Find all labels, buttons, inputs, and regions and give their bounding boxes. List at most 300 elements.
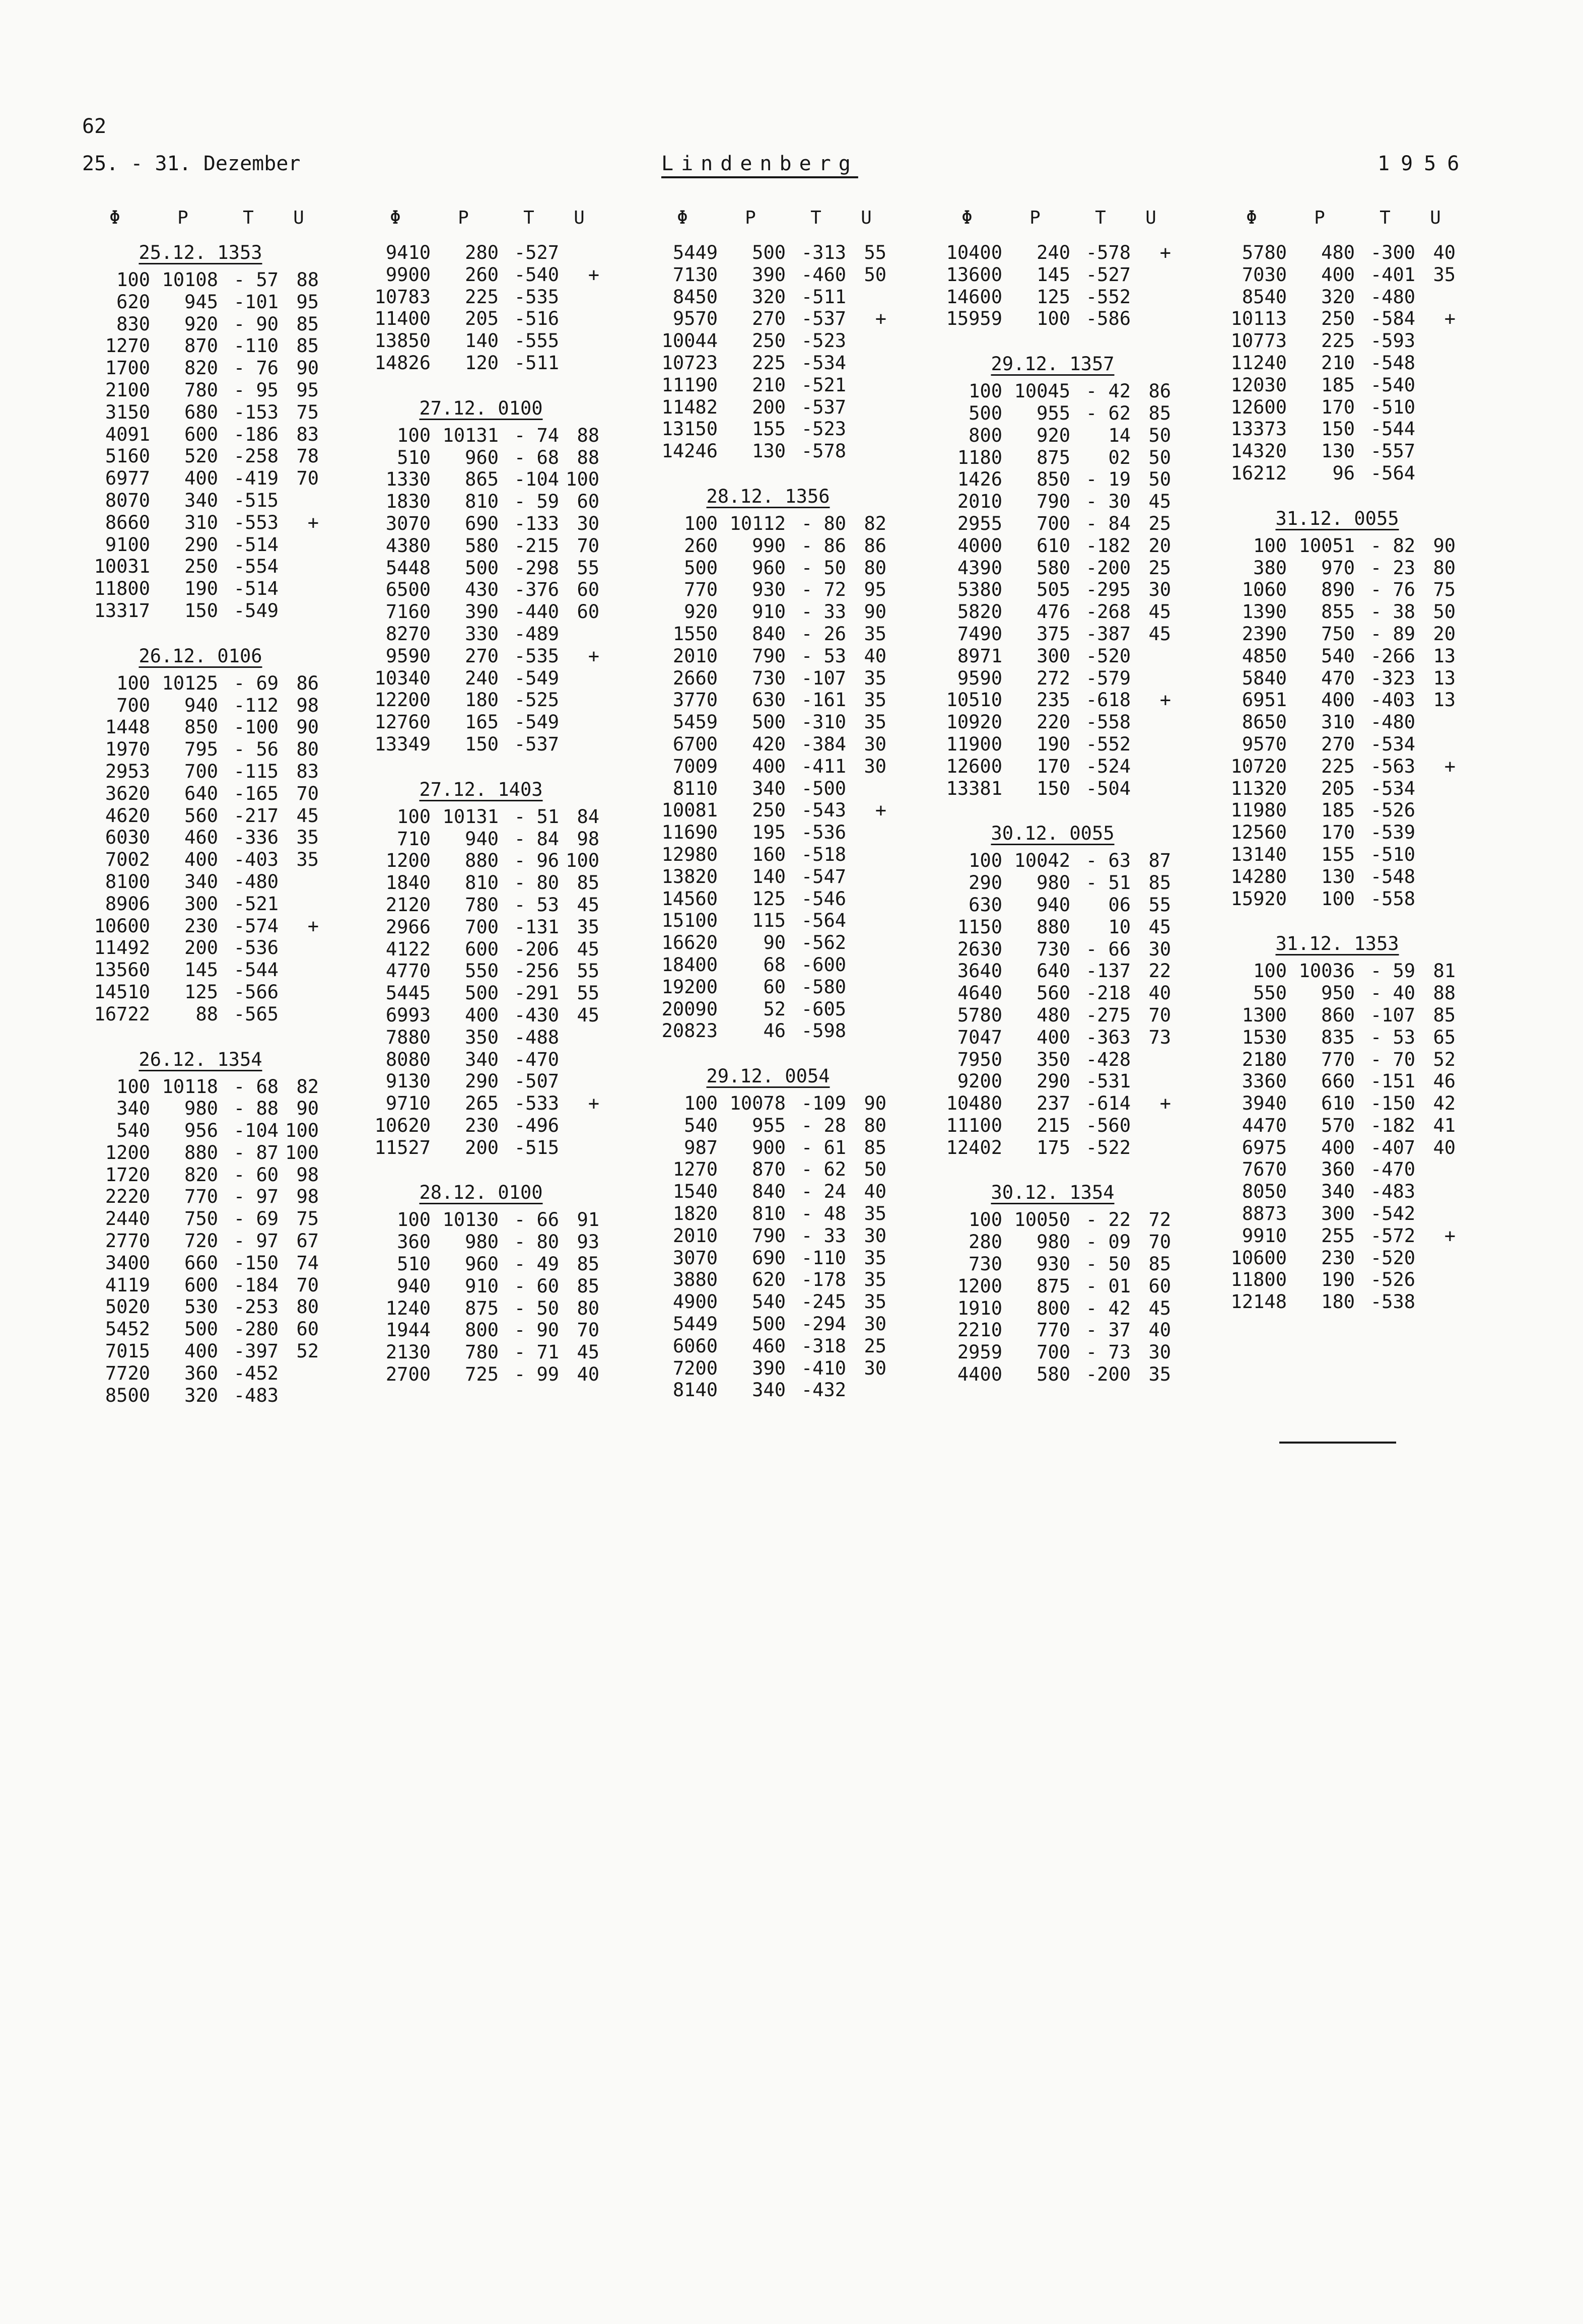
table-cell: 5449 [672, 242, 718, 263]
table-cell: 9570 [1242, 733, 1287, 755]
table-cell [1415, 778, 1456, 800]
table-cell: -600 [801, 953, 846, 976]
table-cell: -574 [233, 915, 279, 937]
table-cell: 90 [763, 932, 786, 954]
table-row [1219, 799, 1456, 822]
table-cell: 70 [1148, 1231, 1171, 1253]
table-cell: 10078 [729, 1092, 786, 1115]
table-cell [1131, 1115, 1171, 1137]
table-cell: 95 [296, 291, 319, 313]
table-cell [559, 308, 599, 330]
table-cell: 955 [1037, 402, 1070, 424]
table-cell: 75 [1433, 579, 1456, 601]
table-cell: 83 [296, 760, 319, 782]
sounding-title-text: 28.12. 0100 [419, 1182, 543, 1204]
table-cell: 2390 [1242, 623, 1287, 645]
table-row [82, 716, 319, 738]
table-cell [1131, 1070, 1171, 1092]
table-row [82, 1274, 319, 1296]
table-row [650, 756, 886, 778]
table-cell: 500 [969, 402, 1002, 424]
table-row [82, 1340, 319, 1362]
table-cell: 90 [864, 601, 886, 623]
table-cell: 190 [184, 578, 218, 600]
table-cell: 15920 [1230, 887, 1287, 910]
table-cell: -104 [514, 468, 559, 491]
table-cell: 1820 [672, 1203, 718, 1225]
table-cell: -510 [1370, 843, 1415, 865]
table-row [934, 1319, 1171, 1341]
table-cell: 205 [465, 308, 499, 330]
data-column [1219, 208, 1456, 1336]
table-cell: 2010 [957, 491, 1002, 513]
table-cell: 980 [184, 1098, 218, 1120]
table-cell: 20823 [661, 1020, 718, 1042]
table-cell: 42 [1433, 1092, 1456, 1115]
sounding-title-text: 28.12. 1356 [706, 485, 830, 507]
table-cell: - 19 [1085, 468, 1131, 491]
table-row [934, 425, 1171, 447]
table-cell: -516 [514, 308, 559, 330]
table-cell: 9910 [1242, 1224, 1287, 1247]
table-cell: 10920 [946, 711, 1002, 733]
table-cell: 100 [969, 380, 1002, 402]
table-row [363, 447, 599, 469]
table-cell: 290 [969, 872, 1002, 894]
table-cell: 550 [465, 960, 499, 982]
table-cell: 13373 [1230, 418, 1287, 440]
table-cell: 310 [184, 511, 218, 533]
table-cell: 4620 [105, 804, 150, 827]
table-cell: -184 [233, 1274, 279, 1296]
table-cell: 14280 [1230, 865, 1287, 887]
table-row [650, 579, 886, 601]
table-row [1219, 1004, 1456, 1027]
table-cell: 83 [296, 423, 319, 445]
table-cell: 237 [1037, 1092, 1070, 1115]
table-row [82, 915, 319, 937]
table-cell: - 89 [1370, 623, 1415, 645]
table-cell: - 99 [514, 1363, 559, 1386]
table-cell: -537 [801, 308, 846, 330]
table-cell: 90 [296, 1098, 319, 1120]
table-cell: 855 [1321, 601, 1355, 623]
table-cell: 600 [184, 1274, 218, 1296]
sounding-block [82, 242, 319, 622]
table-cell: 170 [1037, 755, 1070, 777]
table-cell: 88 [1433, 982, 1456, 1004]
table-cell: 8100 [105, 870, 150, 893]
table-cell: 630 [752, 689, 786, 711]
table-cell: 50 [1148, 446, 1171, 468]
table-cell: 100 [397, 1209, 431, 1231]
table-cell: 875 [465, 1297, 499, 1319]
table-cell: 12600 [946, 755, 1002, 777]
table-cell: 300 [1037, 645, 1070, 667]
table-row [363, 1253, 599, 1275]
table-cell: - 51 [514, 805, 559, 828]
table-cell: 35 [296, 827, 319, 849]
table-row [363, 1363, 599, 1386]
table-cell: 74 [296, 1252, 319, 1274]
table-cell: 6060 [672, 1335, 718, 1357]
table-cell: 80 [864, 1114, 886, 1136]
table-cell: 1200 [957, 1275, 1002, 1297]
table-row [363, 286, 599, 308]
table-cell: -514 [233, 578, 279, 600]
table-row [650, 711, 886, 733]
table-cell: 430 [465, 579, 499, 601]
table-cell: - 57 [233, 269, 279, 291]
table-cell: 720 [184, 1230, 218, 1252]
table-cell: -552 [1085, 286, 1131, 308]
table-cell [1415, 866, 1456, 888]
table-row [934, 468, 1171, 491]
table-cell [846, 976, 886, 998]
table-row [934, 894, 1171, 916]
table-cell: 72 [1148, 1209, 1171, 1231]
table-cell: 500 [752, 242, 786, 263]
table-cell: 100 [285, 1141, 319, 1164]
table-row [1219, 960, 1456, 982]
table-cell: 7490 [957, 623, 1002, 645]
table-row [934, 264, 1171, 286]
table-cell: 2959 [957, 1341, 1002, 1363]
table-cell [1415, 844, 1456, 866]
table-cell: 1550 [672, 623, 718, 645]
table-row [1219, 286, 1456, 308]
table-cell: 320 [184, 1384, 218, 1406]
table-cell: -165 [233, 782, 279, 804]
table-cell: 910 [752, 601, 786, 623]
table-cell: 100 [969, 1209, 1002, 1231]
table-cell: 340 [184, 489, 218, 511]
table-cell: 8050 [1242, 1181, 1287, 1203]
table-cell: 55 [1148, 894, 1171, 916]
table-cell: 530 [184, 1296, 218, 1318]
table-row [363, 513, 599, 535]
table-cell: 3640 [957, 960, 1002, 982]
table-cell: 5380 [957, 579, 1002, 601]
table-cell: 987 [684, 1136, 718, 1158]
table-cell: 45 [1148, 623, 1171, 645]
table-cell: 12030 [1230, 374, 1287, 396]
table-cell: 16722 [94, 1003, 150, 1025]
table-row [82, 1076, 319, 1098]
table-cell: 170 [1321, 396, 1355, 418]
table-cell: -110 [233, 335, 279, 357]
table-cell [846, 932, 886, 954]
table-cell: 480 [1037, 1004, 1070, 1026]
table-cell: 2180 [1242, 1048, 1287, 1070]
table-row [363, 579, 599, 601]
table-cell: - 50 [514, 1297, 559, 1319]
table-cell [279, 1385, 319, 1407]
table-cell: 60 [577, 579, 599, 601]
table-cell: 170 [1321, 822, 1355, 844]
table-cell: - 51 [1085, 872, 1131, 894]
table-cell: 360 [397, 1231, 431, 1253]
table-cell: 100 [684, 1092, 718, 1115]
table-row [1219, 1247, 1456, 1269]
table-row [363, 689, 599, 711]
table-row [1219, 822, 1456, 844]
table-cell: 690 [752, 1247, 786, 1269]
table-cell: -534 [1370, 733, 1415, 755]
table-cell: 500 [465, 982, 499, 1004]
table-cell: 730 [1037, 938, 1070, 960]
table-cell: 510 [397, 446, 431, 468]
table-cell: 250 [752, 799, 786, 822]
table-cell: 875 [1037, 446, 1070, 468]
table-cell: 25 [1148, 512, 1171, 534]
table-row [1219, 1203, 1456, 1225]
column-header-cell: P [177, 208, 188, 228]
table-cell: 320 [752, 286, 786, 308]
table-cell: 700 [184, 760, 218, 782]
table-cell: - 53 [514, 894, 559, 916]
table-cell: 1540 [672, 1181, 718, 1203]
table-cell: 300 [184, 893, 218, 915]
table-row [1219, 242, 1456, 264]
table-cell: 225 [1321, 755, 1355, 777]
table-cell: 810 [752, 1203, 786, 1225]
table-cell: 750 [1321, 623, 1355, 645]
table-cell: -533 [514, 1092, 559, 1115]
table-cell: 8540 [1242, 286, 1287, 308]
table-cell: 100 [1037, 308, 1070, 330]
table-cell: + [307, 915, 319, 937]
table-cell: + [588, 645, 599, 667]
table-cell: 11800 [1230, 1269, 1287, 1291]
table-cell: 85 [577, 1253, 599, 1275]
table-row [650, 418, 886, 440]
table-cell: 16212 [1230, 462, 1287, 484]
table-cell: 13820 [661, 865, 718, 887]
table-row [1219, 535, 1456, 557]
table-cell: -428 [1085, 1048, 1131, 1070]
table-cell: + [1159, 242, 1171, 263]
table-row [1219, 645, 1456, 667]
table-cell: -542 [1370, 1203, 1415, 1225]
table-cell: -206 [514, 938, 559, 960]
table-cell: 9200 [957, 1070, 1002, 1092]
table-cell: 18400 [661, 953, 718, 976]
table-cell: 1270 [105, 335, 150, 357]
table-row [1219, 1070, 1456, 1092]
table-row [650, 1269, 886, 1291]
table-row [934, 711, 1171, 733]
table-row [650, 799, 886, 822]
table-cell: 400 [1321, 263, 1355, 286]
table-cell: 960 [752, 557, 786, 579]
table-cell: 14246 [661, 440, 718, 462]
table-cell: -548 [1370, 865, 1415, 887]
table-cell: 4640 [957, 982, 1002, 1004]
table-cell: 790 [752, 645, 786, 667]
table-cell: 940 [465, 828, 499, 850]
table-cell: 1448 [105, 716, 150, 738]
table-cell: 930 [1037, 1253, 1070, 1275]
table-cell: 35 [864, 689, 886, 711]
table-cell: + [1444, 1224, 1456, 1247]
table-cell: 8080 [385, 1048, 431, 1070]
table-cell: -310 [801, 711, 846, 733]
table-cell: 10131 [442, 805, 499, 828]
table-cell: -318 [801, 1335, 846, 1357]
table-cell: -480 [1370, 286, 1415, 308]
table-row [363, 916, 599, 938]
table-cell: 11240 [1230, 352, 1287, 374]
table-cell: 45 [577, 1341, 599, 1363]
table-cell: 730 [969, 1253, 1002, 1275]
table-cell: 100 [285, 1120, 319, 1142]
table-cell: 620 [116, 291, 150, 313]
table-cell: 7047 [957, 1026, 1002, 1048]
table-cell: -100 [233, 716, 279, 738]
sounding-title-text: 31.12. 0055 [1275, 507, 1399, 529]
table-cell: -578 [1085, 242, 1131, 263]
table-cell: 50 [864, 1158, 886, 1181]
date-range: 25. - 31. Dezember [82, 152, 301, 175]
table-cell: -557 [1370, 440, 1415, 462]
table-cell: 125 [752, 887, 786, 910]
table-cell [559, 623, 599, 645]
table-cell [1131, 733, 1171, 756]
table-cell: 230 [184, 915, 218, 937]
table-row [82, 1385, 319, 1407]
table-cell: -115 [233, 760, 279, 782]
table-row [934, 1297, 1171, 1320]
table-cell: -547 [801, 865, 846, 887]
table-cell: 700 [116, 694, 150, 716]
table-cell: 560 [184, 804, 218, 827]
table-cell: -401 [1370, 263, 1415, 286]
table-cell: -553 [233, 511, 279, 533]
table-cell: 660 [1321, 1070, 1355, 1092]
sounding-title-text: 30.12. 0055 [991, 823, 1115, 845]
table-row [363, 242, 599, 264]
table-cell: 680 [184, 401, 218, 423]
table-cell: 2770 [105, 1230, 150, 1252]
table-cell: 13349 [374, 733, 431, 755]
table-row [363, 1319, 599, 1341]
table-cell: -586 [1085, 308, 1131, 330]
table-cell: - 68 [514, 446, 559, 468]
table-cell [559, 667, 599, 690]
table-row [82, 357, 319, 379]
table-cell: 80 [296, 738, 319, 761]
table-cell: -403 [1370, 689, 1415, 711]
table-cell: -407 [1370, 1136, 1415, 1158]
column-header-cell: Φ [1246, 208, 1257, 228]
sounding-block [934, 353, 1171, 799]
table-cell: -552 [1085, 733, 1131, 755]
table-cell: -618 [1085, 689, 1131, 711]
table-cell: 80 [577, 1297, 599, 1319]
table-cell: -376 [514, 579, 559, 601]
table-cell: 30 [864, 1313, 886, 1335]
table-cell: 980 [465, 1231, 499, 1253]
table-cell: -313 [801, 242, 846, 263]
table-cell: -397 [233, 1340, 279, 1362]
table-cell: 70 [296, 467, 319, 490]
table-row [82, 556, 319, 578]
table-row [82, 871, 319, 893]
table-cell: 2120 [385, 894, 431, 916]
table-cell: 80 [296, 1296, 319, 1318]
table-cell [279, 490, 319, 512]
table-row [650, 1379, 886, 1401]
table-row [82, 512, 319, 534]
table-cell: 13560 [94, 959, 150, 981]
table-cell: -470 [1370, 1158, 1415, 1181]
table-row [1219, 440, 1456, 462]
table-cell: 45 [296, 804, 319, 827]
table-cell: 14320 [1230, 440, 1287, 462]
table-cell: 380 [1253, 557, 1287, 579]
table-row [82, 1186, 319, 1208]
table-cell: 505 [1037, 579, 1070, 601]
table-row [1219, 667, 1456, 690]
sounding-title [82, 242, 319, 264]
table-cell [1415, 330, 1456, 352]
table-cell: 830 [116, 313, 150, 335]
table-cell: 630 [969, 894, 1002, 916]
table-cell: 20 [1148, 534, 1171, 557]
table-cell: 195 [752, 822, 786, 844]
table-cell: -510 [1370, 396, 1415, 418]
table-cell: -549 [514, 711, 559, 733]
sounding-title [82, 645, 319, 667]
table-cell: 4900 [672, 1291, 718, 1313]
table-row [934, 667, 1171, 690]
station-name: Lindenberg [661, 152, 858, 175]
table-cell: 84 [577, 805, 599, 828]
table-cell: 1700 [105, 357, 150, 379]
table-cell: 500 [465, 557, 499, 579]
sounding-title [934, 353, 1171, 375]
table-cell: -549 [514, 667, 559, 689]
table-cell: 100 [116, 1075, 150, 1098]
table-cell: 820 [184, 1164, 218, 1186]
data-column [82, 208, 319, 1429]
table-cell: 130 [1321, 865, 1355, 887]
table-row [82, 783, 319, 805]
table-row [650, 264, 886, 286]
table-cell: 7002 [105, 849, 150, 871]
column-header-cell: Φ [677, 208, 688, 228]
table-cell: -522 [1085, 1136, 1131, 1158]
table-cell: 30 [1148, 579, 1171, 601]
table-row [934, 491, 1171, 513]
table-cell: 920 [184, 313, 218, 335]
table-cell: 9900 [385, 263, 431, 286]
table-cell: 790 [1037, 491, 1070, 513]
table-cell: - 90 [233, 313, 279, 335]
table-row [82, 761, 319, 783]
table-row [934, 1049, 1171, 1071]
table-cell: 10783 [374, 286, 431, 308]
table-cell: 85 [577, 872, 599, 894]
table-row [82, 578, 319, 600]
table-cell: 10131 [442, 424, 499, 446]
table-row [934, 1004, 1171, 1027]
table-cell: 80 [864, 557, 886, 579]
table-cell: - 40 [1370, 982, 1415, 1004]
table-cell: 96 [1332, 462, 1355, 484]
table-cell: -536 [233, 937, 279, 959]
